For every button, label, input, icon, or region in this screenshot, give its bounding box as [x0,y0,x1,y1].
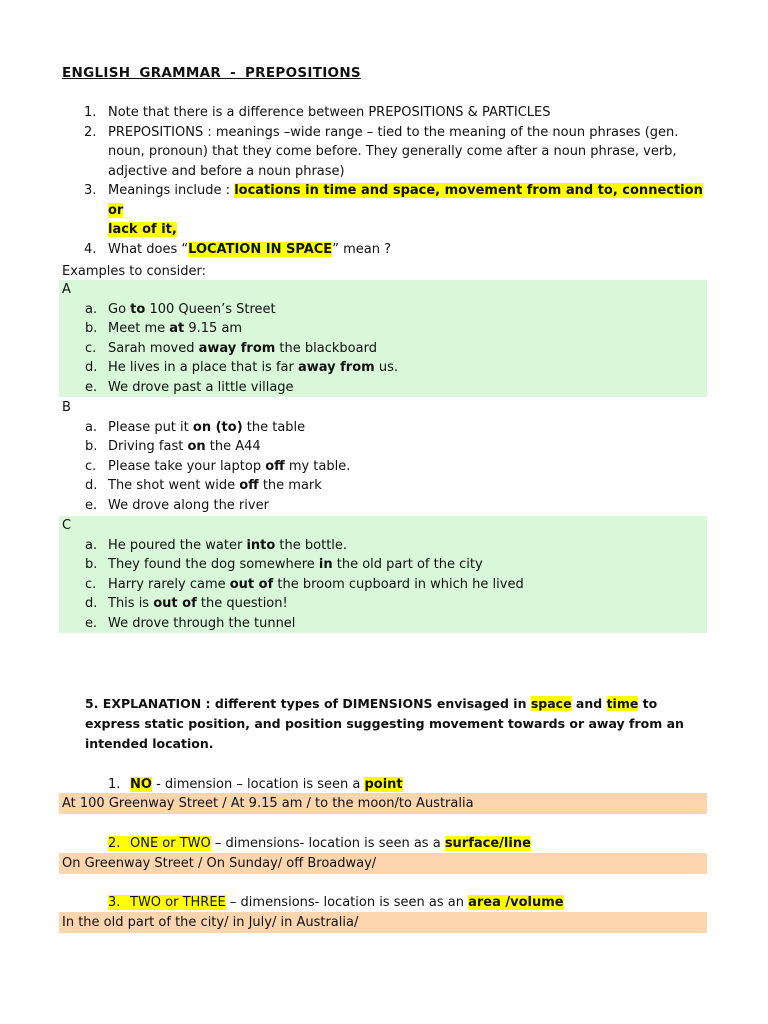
item-text: Please put it [108,419,193,435]
list-item [59,496,707,516]
item-text: the mark [258,478,322,494]
dimension-heading-2 [108,834,531,853]
highlighted-text: NO [130,777,152,792]
item-marker: b. [85,557,98,573]
dimension-number: 1. [108,777,121,792]
list-item [59,300,707,320]
item-marker: b. [85,439,98,455]
item-marker: a. [85,419,98,435]
item-text: We drove along the river [108,497,269,513]
item-text: 100 Queen’s Street [145,301,276,317]
highlighted-text: surface/line [444,836,531,851]
item-text: 9.15 am [184,321,243,337]
explanation-text: to [638,696,658,711]
item-marker: c. [85,340,97,356]
item-text: the bottle. [275,537,348,553]
item-marker: c. [85,576,97,592]
preposition: out of [229,576,274,592]
dimension-heading-3 [108,893,564,912]
item-text: The shot went wide [108,478,240,494]
preposition: out of [153,596,197,612]
preposition: off [265,458,285,474]
item-text: We drove through the tunnel [108,615,296,631]
section-a [59,280,707,397]
list-item [59,594,707,614]
list-item [59,476,707,496]
explanation-text: express static position, and position suggesting movement towards or away from an [85,716,684,731]
dimension-lead: TWO or THREE [130,895,226,910]
item-text: Go [108,301,131,317]
item-number: 2. [84,124,97,140]
item-prefix: Meanings include : [108,183,235,198]
item-text: the A44 [205,439,261,455]
item-text: Note that there is a difference between PREPOSITIONS & PARTICLES [108,105,551,120]
dimension-example-3: In the old part of the city/ in July/ in Australia/ [59,912,707,933]
dimension-lead: ONE or TWO [130,836,211,851]
preposition: into [246,537,276,553]
item-marker: d. [85,596,98,612]
item-text: the blackboard [275,340,377,356]
explanation-paragraph [85,694,705,754]
item-prefix: What does “ [108,241,189,257]
item-text: They found the dog somewhere [108,557,319,573]
intro-item-1 [84,103,704,123]
item-line: noun, pronoun) that they come before. They generally come after a noun phrase, verb, [108,144,677,159]
preposition: to [130,301,146,317]
item-number: 3. [84,183,97,198]
list-item [59,319,707,339]
item-marker: c. [85,458,97,474]
item-text: This is [108,596,154,612]
item-marker: e. [85,497,98,513]
preposition: off [239,478,259,494]
highlighted-text: time [606,696,639,711]
dimension-heading-1 [108,775,403,794]
item-suffix: ” mean ? [332,241,391,257]
list-item [59,575,707,595]
intro-list [84,103,704,259]
item-text: the question! [196,596,288,612]
intro-item-3 [84,181,704,240]
list-item [59,536,707,556]
list-item [59,358,707,378]
section-c [59,516,707,633]
item-line: PREPOSITIONS : meanings –wide range – tied to the meaning of the noun phrases (gen. [108,124,679,140]
item-text: He poured the water [108,537,247,553]
list-item [59,378,707,398]
item-line: adjective and before a noun phrase) [108,163,345,179]
dimension-number: 3. [108,895,121,910]
item-text: us. [374,360,398,376]
item-marker: e. [85,379,98,395]
page-title: ENGLISH GRAMMAR - PREPOSITIONS [62,65,361,81]
preposition: in [318,557,333,573]
dimension-text: – dimensions- location is seen as a [210,836,445,851]
item-number: 4. [84,241,97,257]
item-text: Sarah moved [108,340,199,356]
item-marker: a. [85,537,98,553]
item-number: 1. [84,105,97,120]
preposition: away from [298,360,375,376]
item-marker: e. [85,615,98,631]
item-text: Driving fast [108,439,188,455]
highlighted-text: lack of it, [108,222,177,237]
item-marker: d. [85,478,98,494]
item-text: Please take your laptop [108,458,266,474]
item-marker: d. [85,360,98,376]
dimension-example-1: At 100 Greenway Street / At 9.15 am / to the moon/to Australia [59,793,707,814]
item-text: He lives in a place that is far [108,360,298,376]
preposition: on [187,439,206,455]
highlighted-text: locations in time and space, movement from and to, connection or [108,183,703,218]
section-letter: A [62,282,71,297]
explanation-text: 5. EXPLANATION : different types of DIMENSIONS envisaged in [85,696,531,711]
preposition: at [169,321,185,337]
highlighted-text: LOCATION IN SPACE [188,241,333,257]
item-text: the table [242,419,306,435]
intro-item-4 [84,240,704,260]
item-text: Meet me [108,321,170,337]
list-item [59,457,707,477]
item-marker: b. [85,321,98,337]
list-item [59,437,707,457]
item-text: Harry rarely came [108,576,230,592]
highlighted-text: space [530,696,572,711]
dimension-text: – dimensions- location is seen as an [225,895,469,910]
item-text: my table. [284,458,351,474]
dimension-example-2: On Greenway Street / On Sunday/ off Broadway/ [59,853,707,874]
list-item [59,555,707,575]
section-letter: C [62,518,72,533]
item-text: We drove past a little village [108,379,294,395]
item-text: the old part of the city [332,557,483,573]
list-item [59,614,707,634]
item-text: the broom cupboard in which he lived [273,576,524,592]
section-letter: B [62,400,71,415]
examples-label: Examples to consider: [62,264,206,279]
list-item [59,418,707,438]
explanation-text: intended location. [85,736,214,751]
intro-item-2 [84,123,704,182]
preposition: away from [198,340,276,356]
dimension-text: - dimension – location is seen a [151,777,365,792]
dimension-number: 2. [108,836,121,851]
item-marker: a. [85,301,98,317]
list-item [59,339,707,359]
section-b [59,398,707,515]
highlighted-text: area /volume [468,895,564,910]
highlighted-text: point [364,777,403,792]
explanation-text: and [571,696,607,711]
preposition: on (to) [192,419,243,435]
